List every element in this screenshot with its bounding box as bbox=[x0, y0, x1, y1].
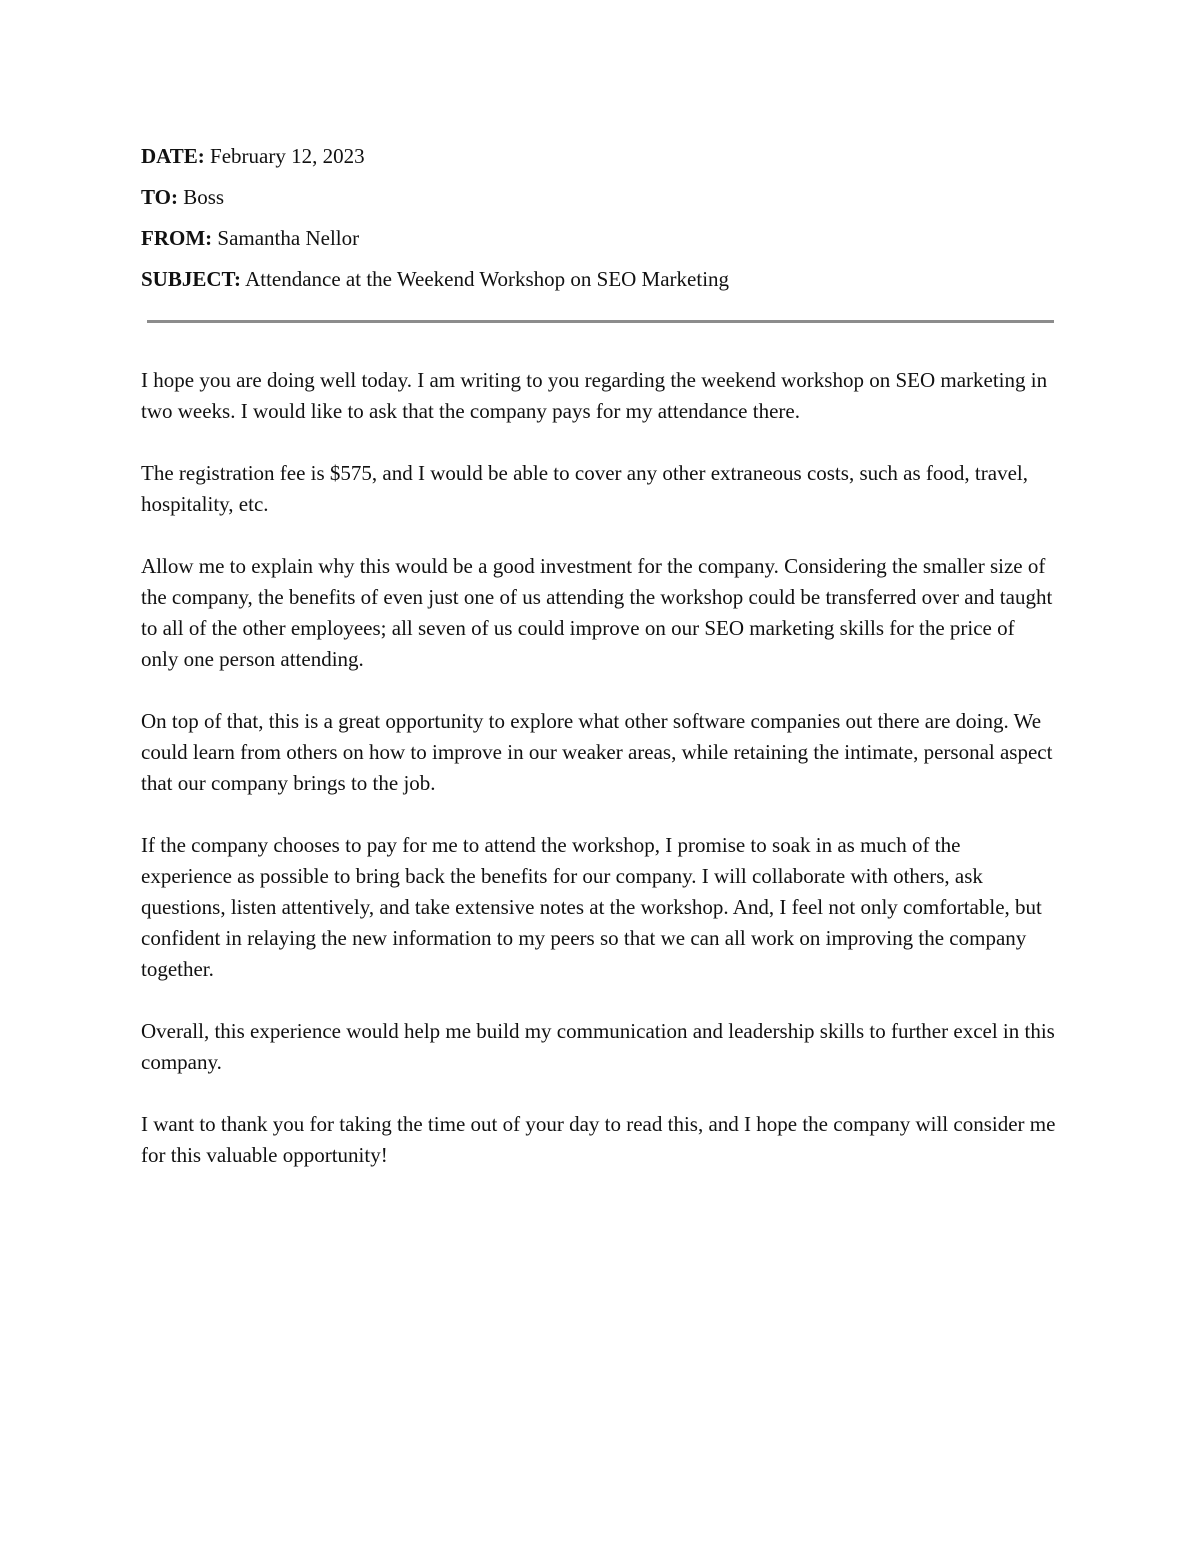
date-value: February 12, 2023 bbox=[210, 144, 365, 168]
to-value: Boss bbox=[183, 185, 225, 209]
from-label: FROM: bbox=[141, 226, 213, 250]
paragraph-overall: Overall, this experience would help me build my communication and leadership skills to further excel in this company. bbox=[141, 1019, 1055, 1074]
to-line bbox=[141, 182, 1061, 212]
paragraph-investment: Allow me to explain why this would be a good investment for the company. Considering the smaller size of the company, the benefits of even just one of us attending the workshop could be transferred over and taught to all of the other employees; all seven of us could improve on our SEO marketing skills for the price of only one person attending. bbox=[141, 554, 1053, 671]
subject-label: SUBJECT: bbox=[141, 267, 241, 291]
from-line bbox=[141, 223, 1061, 253]
header-divider bbox=[147, 320, 1054, 323]
paragraph-thanks: I want to thank you for taking the time out of your day to read this, and I hope the company will consider me for this valuable opportunity! bbox=[141, 1112, 1056, 1167]
paragraph-intro: I hope you are doing well today. I am writing to you regarding the weekend workshop on SEO marketing in two weeks. I would like to ask that the company pays for my attendance there. bbox=[141, 368, 1048, 423]
date-line bbox=[141, 141, 1061, 171]
memo-header bbox=[141, 141, 1061, 305]
paragraph-cost: The registration fee is $575, and I would be able to cover any other extraneous costs, such as food, travel, hospitality, etc. bbox=[141, 461, 1028, 516]
to-label: TO: bbox=[141, 185, 178, 209]
subject-value: Attendance at the Weekend Workshop on SEO Marketing bbox=[245, 267, 730, 291]
from-value: Samantha Nellor bbox=[217, 226, 360, 250]
paragraph-opportunity: On top of that, this is a great opportunity to explore what other software companies out there are doing. We could learn from others on how to improve in our weaker areas, while retaining the intimate, personal aspect that our company brings to the job. bbox=[141, 709, 1053, 795]
date-label: DATE: bbox=[141, 144, 205, 168]
memo-body bbox=[141, 365, 1056, 1202]
paragraph-promise: If the company chooses to pay for me to attend the workshop, I promise to soak in as much of the experience as possible to bring back the benefits for our company. I will collaborate with others, ask questions, listen attentively, and take extensive notes at the workshop. And, I feel not only comfortable, but confident in relaying the new information to my peers so that we can all work on improving the company together. bbox=[141, 833, 1042, 981]
subject-line bbox=[141, 264, 1061, 294]
